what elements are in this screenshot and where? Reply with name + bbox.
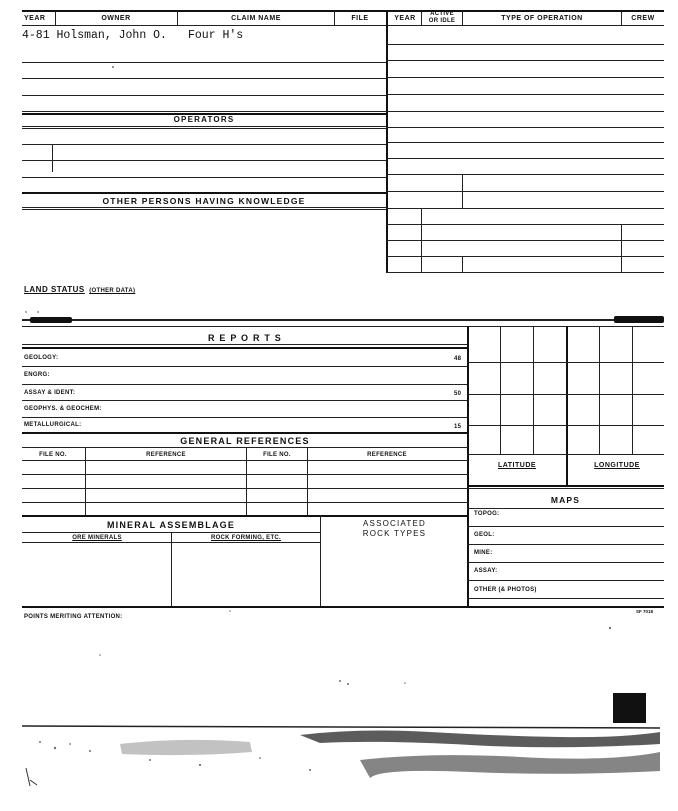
form-code: SF 7018 (636, 609, 654, 614)
owner-entry: 4-81 Holsman, John O. (22, 29, 167, 42)
associated-label-1: ASSOCIATED (363, 519, 426, 528)
header-claim-name: CLAIM NAME (231, 15, 281, 22)
header-active-line1: ACTIVE (430, 11, 454, 17)
ref-header-reference-1: REFERENCE (146, 452, 186, 458)
report-assay-num: 50 (454, 391, 462, 397)
report-assay: ASSAY & IDENT: (24, 390, 76, 396)
other-persons-label: OTHER PERSONS HAVING KNOWLEDGE (102, 196, 306, 206)
ore-minerals-label: ORE MINERALS (72, 535, 122, 541)
report-geophys: GEOPHYS. & GEOCHEM: (24, 406, 102, 412)
land-status-subtitle: (OTHER DATA) (89, 288, 136, 294)
maps-title: MAPS (550, 495, 581, 505)
rock-forming-label: ROCK FORMING, ETC. (210, 535, 282, 541)
header-active-line2: OR IDLE (428, 18, 456, 24)
associated-label-2: ROCK TYPES (362, 529, 427, 538)
report-geology: GEOLOGY: (24, 355, 59, 361)
report-engrg: ENGRG: (24, 372, 50, 378)
points-meriting-attention: POINTS MERITING ATTENTION: (24, 614, 123, 620)
report-geology-num: 48 (454, 356, 462, 362)
header-year: YEAR (24, 15, 46, 22)
latitude-label: LATITUDE (497, 462, 537, 469)
header-year-2: YEAR (394, 15, 416, 22)
operators-label: OPERATORS (173, 115, 235, 124)
ref-header-reference-2: REFERENCE (367, 452, 407, 458)
header-crew: CREW (631, 15, 655, 22)
maps-assay: ASSAY: (474, 568, 498, 574)
maps-topog: TOPOG: (474, 511, 500, 517)
header-type-of-operation: TYPE OF OPERATION (501, 15, 583, 22)
longitude-label: LONGITUDE (594, 462, 640, 469)
reports-title: R E P O R T S (208, 333, 282, 343)
ref-header-file-no-2: FILE NO. (263, 452, 291, 458)
general-references-title: GENERAL REFERENCES (180, 436, 310, 446)
claim-entry: Four H's (188, 29, 244, 42)
header-file: FILE (351, 15, 369, 22)
mineral-assemblage-title: MINERAL ASSEMBLAGE (106, 520, 236, 530)
land-status-title: LAND STATUS (24, 285, 85, 294)
maps-mine: MINE: (474, 550, 493, 556)
ref-header-file-no-1: FILE NO. (39, 452, 67, 458)
maps-other: OTHER (& PHOTOS) (474, 587, 537, 593)
report-metallurgical-num: 15 (454, 424, 462, 430)
report-metallurgical: METALLURGICAL: (24, 422, 82, 428)
maps-geol: GEOL: (474, 532, 495, 538)
header-owner: OWNER (101, 15, 131, 22)
